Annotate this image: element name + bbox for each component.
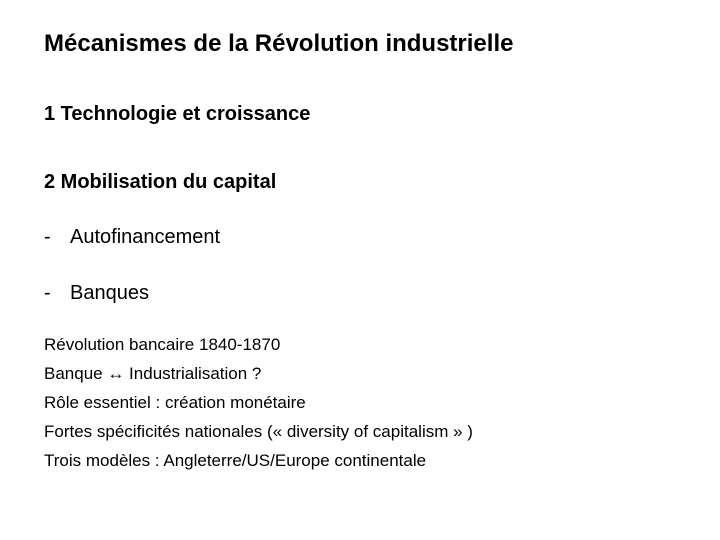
note-line: Révolution bancaire 1840-1870 [44,335,281,354]
note-line: Rôle essentiel : création monétaire [44,393,306,412]
bullet-marker: - [44,226,51,248]
note-line: Banque ↔ Industrialisation ? [44,364,262,383]
note-line: Fortes spécificités nationales (« diversity of capitalism » ) [44,422,473,441]
section-heading-technologie: 1 Technologie et croissance [44,103,311,125]
bullet-text: Autofinancement [70,226,221,248]
bullet-marker: - [44,282,51,304]
bullet-item-banques [44,280,149,306]
bullet-item-autofinancement [44,224,220,250]
section-heading-capital: 2 Mobilisation du capital [44,171,277,193]
notes-block [44,330,473,475]
slide-title: Mécanismes de la Révolution industrielle [44,30,514,57]
bullet-text: Banques [70,282,149,304]
note-line: Trois modèles : Angleterre/US/Europe continentale [44,451,427,470]
